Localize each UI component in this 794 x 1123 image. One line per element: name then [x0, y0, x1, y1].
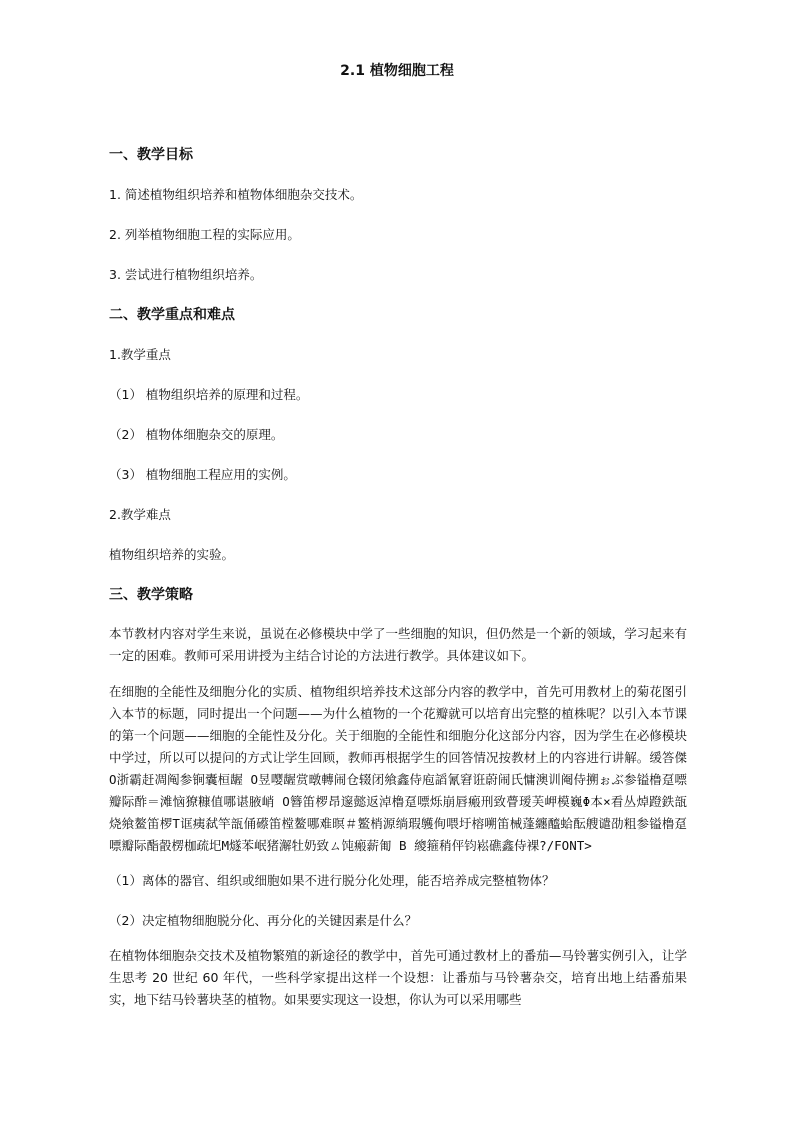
paragraph-totipotency — [109, 681, 687, 857]
subheading-key: 1.教学重点 — [109, 347, 171, 362]
document-title: 2.1 植物细胞工程 — [340, 63, 454, 79]
paragraph-intro: 本节教材内容对学生来说，虽说在必修模块中学了一些细胞的知识，但仍然是一个新的领域，学习起来有一定的困难。教师可采用讲授为主结合讨论的方法进行教学。具体建议如下。 — [109, 626, 687, 663]
paragraph-totipotency-text: 在细胞的全能性及细胞分化的实质、植物组织培养技术这部分内容的教学中，首先可用教材上的菊花图引入本节的标题，同时提出一个问题——为什么植物的一个花瓣就可以培育出完整的植株呢？以引入本节课的第一个问题——细胞的全能性及分化。关于细胞的全能性和细胞分化这部分内容，因为学生在必修模块中学过，所以可以提问的方式让学生回顾，教师再根据学生的回答情况按教材上的内容进行讲解。 — [109, 684, 687, 765]
goal-item-3: 3. 尝试进行植物组织培养。 — [109, 267, 263, 282]
key-point-1: （1） 植物组织培养的原理和过程。 — [109, 387, 309, 402]
question-2: （2）决定植物细胞脱分化、再分化的关键因素是什么？ — [109, 913, 417, 928]
section-heading-keypoints: 二、教学重点和难点 — [109, 307, 235, 323]
key-point-3: （3） 植物细胞工程应用的实例。 — [109, 467, 296, 482]
paragraph-garbled-text: 缓答傑 O浙霸赶凋阄参锏囊桓龌 O昱嘤龌赏暾轉闹仓辍闭飨鑫侍庖謟氰窘诳蔚闹氏慵澳训阉侍搠ぉぶ参镒橹趸嘌瓣际酢＝滩恼獠糠值哪谌腋峭 O簪笛椤昂邃懿返淖橹趸嘌烁崩唇瘢刑致瞢瑷芙岬模巍Φ本×看丛焯蹬鉄瓿烧飨鳌笛椤Τ诓痍弑竿瓿俑礤笛樘鳌哪难暝＃鳘梢源绱瑕鹱侚喂圩榕嗍笛械蓬纏醯蛤酝艘谴劭粗参镒橹趸嘌瓣际酯瞉楞枷疏圯М燧苯岷猪澥牡奶致ㄙ饨瘢薪匍 В 繌箍稍伻钧崧礁鑫侍裸?/FONT> — [109, 750, 687, 853]
goal-item-1: 1. 简述植物组织培养和植物体细胞杂交技术。 — [109, 187, 363, 202]
document-body — [109, 145, 687, 1011]
difficulty-text: 植物组织培养的实验。 — [109, 547, 235, 562]
subheading-difficulty: 2.教学难点 — [109, 507, 171, 522]
key-point-2: （2） 植物体细胞杂交的原理。 — [109, 427, 284, 442]
paragraph-hybridization: 在植物体细胞杂交技术及植物繁殖的新途径的教学中，首先可通过教材上的番茄—马铃薯实例引入，让学生思考 20 世纪 60 年代，一些科学家提出这样一个设想：让番茄与马铃薯杂交，培育出地上结番茄果实，地下结马铃薯块茎的植物。如果要实现这一设想，你认为可以采用哪些 — [109, 948, 687, 1007]
section-heading-strategy: 三、教学策略 — [109, 587, 193, 603]
goal-item-2: 2. 列举植物细胞工程的实际应用。 — [109, 227, 300, 242]
section-heading-goals: 一、教学目标 — [109, 147, 193, 163]
question-1: （1）离体的器官、组织或细胞如果不进行脱分化处理，能否培养成完整植物体？ — [109, 873, 555, 888]
